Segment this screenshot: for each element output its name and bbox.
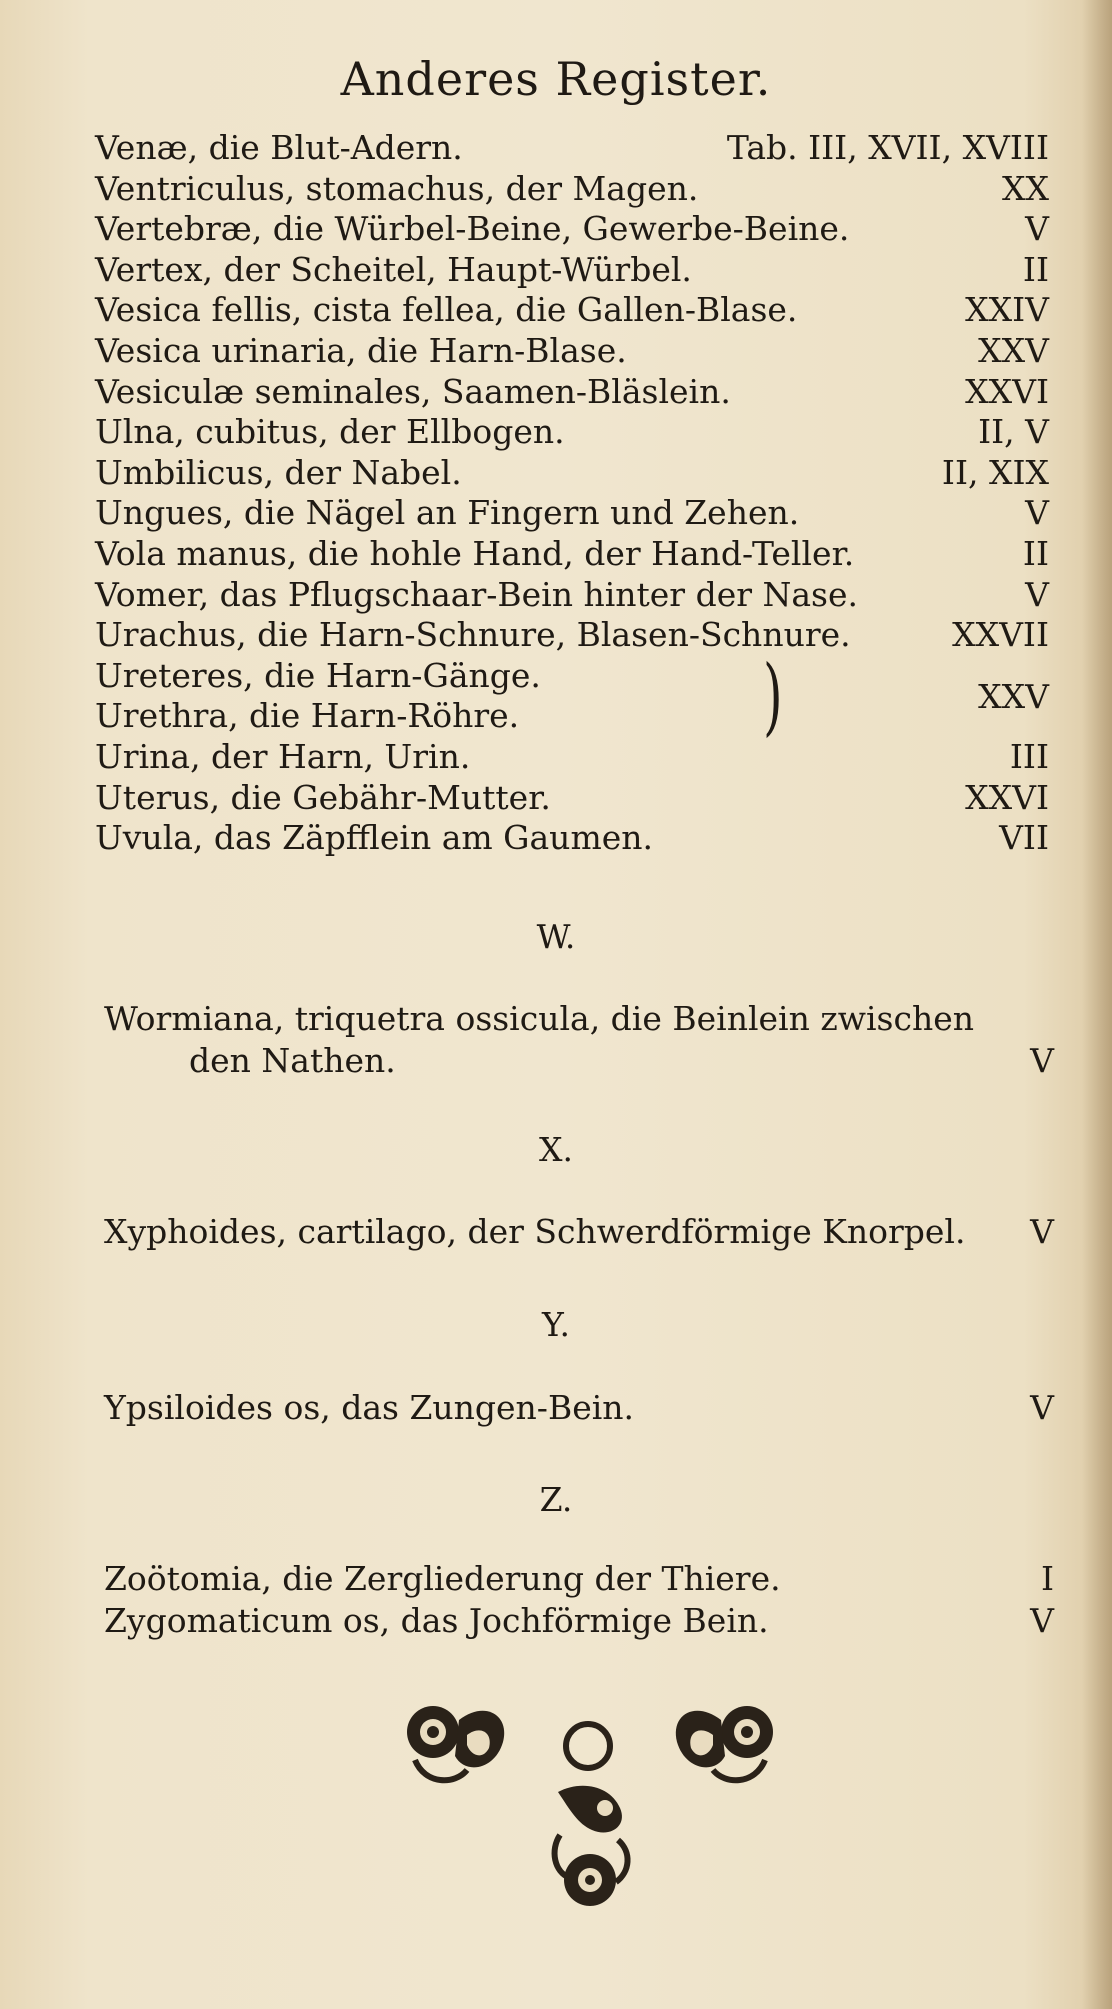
register-entry <box>95 818 1055 859</box>
register-entry <box>95 412 1055 453</box>
entry-ref: II <box>1022 533 1049 573</box>
entry-term-continued: den Nathen. <box>189 1041 396 1080</box>
register-entry <box>95 290 1055 331</box>
entry-term: Vesiculæ seminales, Saamen-Bläslein. <box>95 371 731 411</box>
entry-term: Vertex, der Scheitel, Haupt-Würbel. <box>95 249 692 289</box>
entry-ref: II <box>1022 249 1049 289</box>
entry-ref: III <box>1009 736 1049 776</box>
flourish-right-icon <box>655 1690 785 1790</box>
register-entry <box>95 493 1055 534</box>
entry-term: Urethra, die Harn-Röhre. <box>95 696 520 736</box>
entry-ref: V <box>1030 1041 1054 1080</box>
running-head: Anderes Register. <box>340 52 772 106</box>
register-entry <box>95 453 1055 494</box>
entry-ref: II, V <box>978 412 1049 452</box>
entry-term: Umbilicus, der Nabel. <box>95 452 462 492</box>
entry-term: Wormiana, triquetra ossicula, die Beinlein zwischen <box>104 999 974 1038</box>
register-entry <box>95 169 1055 210</box>
register-entry <box>95 534 1055 575</box>
entry-ref: V <box>1025 574 1049 614</box>
register-entry <box>95 656 755 697</box>
entry-term: Vesica urinaria, die Harn-Blase. <box>95 330 627 370</box>
register-entry <box>95 209 1055 250</box>
entry-ref: V <box>1030 1601 1054 1640</box>
section-letter-w: W. <box>536 917 576 956</box>
register-entry <box>95 250 1055 291</box>
entry-ref: I <box>1040 1559 1054 1598</box>
entry-ref: XXIV <box>965 290 1049 330</box>
register-entry <box>95 331 1055 372</box>
entry-term: Uterus, die Gebähr-Mutter. <box>95 777 551 817</box>
entry-term: Xyphoides, cartilago, der Schwerdförmige Knorpel. <box>104 1212 966 1251</box>
entry-term: Vertebræ, die Würbel-Beine, Gewerbe-Beine. <box>95 209 850 249</box>
entry-term: Venæ, die Blut-Adern. <box>95 128 463 167</box>
entry-term: Zoötomia, die Zergliederung der Thiere. <box>104 1559 781 1598</box>
page-edge-shadow <box>1082 0 1112 2009</box>
entry-ref: V <box>1030 1388 1054 1427</box>
entry-term: Uvula, das Zäpfflein am Gaumen. <box>95 818 654 858</box>
register-entry <box>95 737 1055 778</box>
register-entry <box>95 696 755 737</box>
entry-ref: II, XIX <box>941 452 1049 492</box>
bracketed-entries <box>95 647 1055 746</box>
flourish-bottom-icon <box>540 1780 640 1915</box>
entry-term: Vomer, das Pflugschaar-Bein hinter der Nase. <box>95 574 858 614</box>
entry-ref: V <box>1025 209 1049 249</box>
entry-ref: XXV <box>978 330 1049 370</box>
entry-ref: XXVI <box>965 777 1049 817</box>
entry-ref: VII <box>999 818 1049 858</box>
entry-ref: V <box>1025 493 1049 533</box>
register-entry <box>95 575 1055 616</box>
section-letter-z: Z. <box>539 1480 573 1519</box>
entry-ref: XXV <box>978 676 1049 716</box>
register-entry-y <box>104 1387 1054 1429</box>
flourish-left-icon <box>395 1690 525 1790</box>
entry-term: Zygomaticum os, das Jochförmige Bein. <box>104 1601 769 1640</box>
register-entries-z <box>104 1558 1054 1642</box>
section-letter-y: Y. <box>541 1305 571 1344</box>
entry-term: Ypsiloides os, das Zungen-Bein. <box>104 1388 635 1427</box>
entry-ref: Tab. III, XVII, XVIII <box>726 128 1049 167</box>
entry-term: Ventriculus, stomachus, der Magen. <box>95 168 699 208</box>
register-entry-x <box>104 1211 1054 1253</box>
entry-ref: XXVII <box>952 615 1049 655</box>
register-entry <box>95 128 1055 169</box>
section-letter-x: X. <box>539 1130 573 1169</box>
entry-ref: XXVI <box>965 371 1049 411</box>
ring-ornament-icon <box>560 1718 616 1774</box>
register-entry <box>95 372 1055 413</box>
register-entries-v <box>95 128 1055 859</box>
register-entry-w <box>104 998 1054 1082</box>
entry-ref: V <box>1030 1212 1054 1251</box>
entry-ref: XX <box>1002 168 1049 208</box>
register-entry <box>95 615 1055 656</box>
entry-term: Urina, der Harn, Urin. <box>95 736 471 776</box>
entry-term: Ulna, cubitus, der Ellbogen. <box>95 412 565 452</box>
closing-brace: ) <box>763 647 783 746</box>
entry-term: Ureteres, die Harn-Gänge. <box>95 655 541 695</box>
entry-term: Urachus, die Harn-Schnure, Blasen-Schnure. <box>95 615 851 655</box>
entry-term: Ungues, die Nägel an Fingern und Zehen. <box>95 493 800 533</box>
register-entry <box>95 778 1055 819</box>
entry-term: Vesica fellis, cista fellea, die Gallen-Blase. <box>95 290 798 330</box>
entry-term: Vola manus, die hohle Hand, der Hand-Teller. <box>95 533 855 573</box>
